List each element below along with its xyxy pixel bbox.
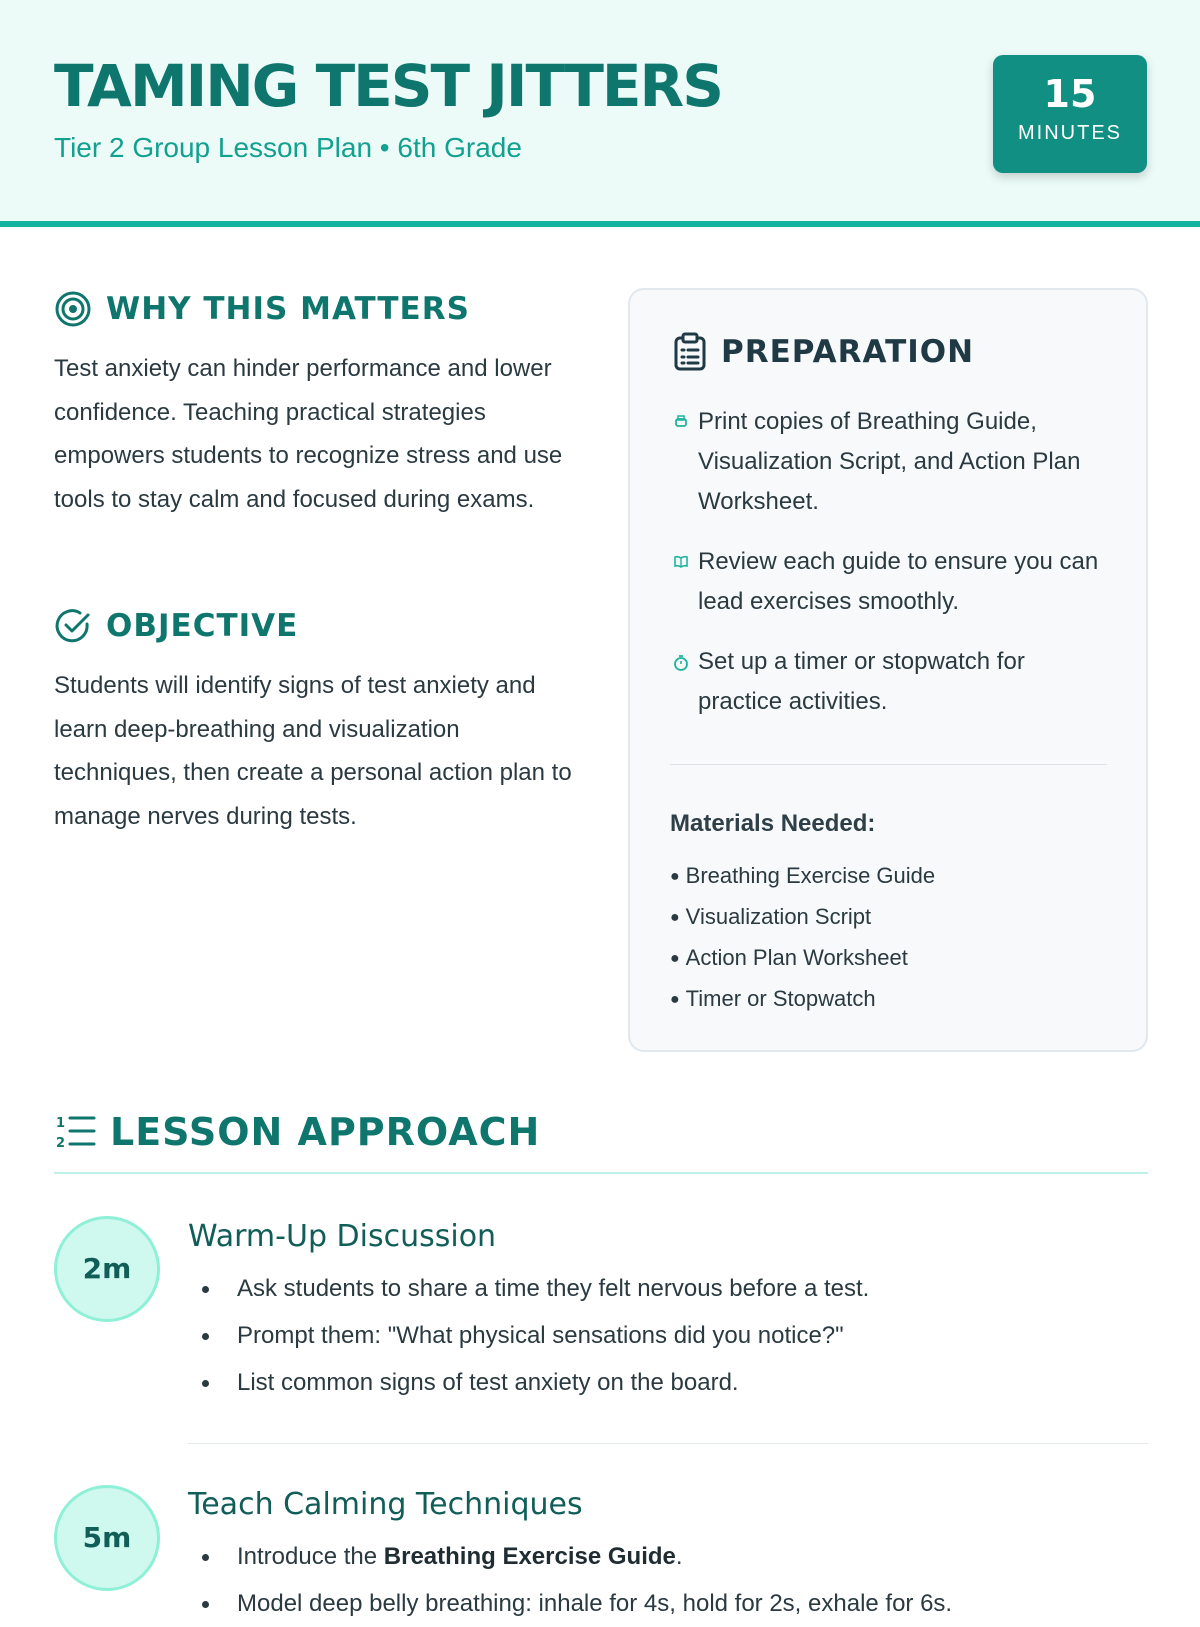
preparation-heading-text: PREPARATION — [721, 334, 975, 370]
numbered-list-icon — [54, 1112, 96, 1152]
why-text: Test anxiety can hinder performance and lower confidence. Teaching practical strategies empowers students to recognize stress and use tools to stay calm and focused during exams. — [54, 355, 563, 513]
page-header — [0, 0, 1200, 227]
prep-item-text: Set up a timer or stopwatch for practice activities. — [698, 648, 1025, 715]
material-item: ● Action Plan Worksheet — [670, 945, 908, 970]
duration-unit: MINUTES — [1018, 122, 1122, 144]
material-item: ● Breathing Exercise Guide — [670, 863, 936, 888]
divider — [670, 764, 1107, 765]
duration-badge — [993, 55, 1147, 173]
objective-heading-text: OBJECTIVE — [106, 608, 299, 644]
book-icon — [670, 554, 692, 570]
page-subtitle: Tier 2 Group Lesson Plan • 6th Grade — [54, 132, 522, 163]
clipboard-icon — [673, 332, 707, 372]
step-title: Warm-Up Discussion — [188, 1219, 497, 1254]
step-bullets — [188, 1533, 952, 1627]
prep-item — [670, 542, 1110, 622]
objective-heading — [54, 607, 298, 645]
objective-text: Students will identify signs of test anxiety and learn deep-breathing and visualization techniques, then create a personal action plan to manage nerves during tests. — [54, 672, 572, 830]
stopwatch-icon — [670, 654, 692, 672]
step-title: Teach Calming Techniques — [188, 1487, 583, 1522]
step-bullets — [188, 1265, 869, 1406]
step-bullet: Introduce the Breathing Exercise Guide. — [188, 1533, 952, 1580]
divider — [188, 1443, 1148, 1444]
step-bullet: List common signs of test anxiety on the board. — [188, 1359, 869, 1406]
step-bullet: Model deep belly breathing: inhale for 4s, hold for 2s, exhale for 6s. — [188, 1580, 952, 1627]
check-circle-icon — [54, 607, 92, 645]
material-item: ● Visualization Script — [670, 904, 872, 929]
preparation-card — [628, 288, 1148, 1052]
svg-text:2: 2 — [56, 1136, 66, 1151]
prep-item — [670, 642, 1110, 722]
duration-value: 15 — [1043, 72, 1097, 116]
why-heading — [54, 290, 470, 328]
material-item: ● Timer or Stopwatch — [670, 986, 876, 1011]
step-bullet: Prompt them: "What physical sensations did you notice?" — [188, 1312, 869, 1359]
prep-item-text: Print copies of Breathing Guide, Visualization Script, and Action Plan Worksheet. — [698, 408, 1081, 515]
svg-text:1: 1 — [56, 1116, 66, 1131]
step-bullet: Ask students to share a time they felt nervous before a test. — [188, 1265, 869, 1312]
target-icon — [54, 290, 92, 328]
materials-list — [670, 856, 935, 1020]
prep-item-text: Review each guide to ensure you can lead exercises smoothly. — [698, 548, 1099, 615]
preparation-heading — [673, 332, 974, 372]
bold-term: Breathing Exercise Guide — [383, 1543, 676, 1570]
prep-item — [670, 402, 1110, 522]
lesson-approach-heading — [54, 1110, 540, 1154]
materials-title: Materials Needed: — [670, 810, 876, 837]
why-heading-text: WHY THIS MATTERS — [106, 291, 470, 327]
lesson-approach-heading-text: LESSON APPROACH — [110, 1110, 541, 1154]
page-title: TAMING TEST JITTERS — [54, 52, 722, 120]
print-icon — [670, 414, 692, 430]
step-time-badge: 2m — [54, 1216, 160, 1322]
divider — [54, 1172, 1148, 1174]
step-time-badge: 5m — [54, 1485, 160, 1591]
